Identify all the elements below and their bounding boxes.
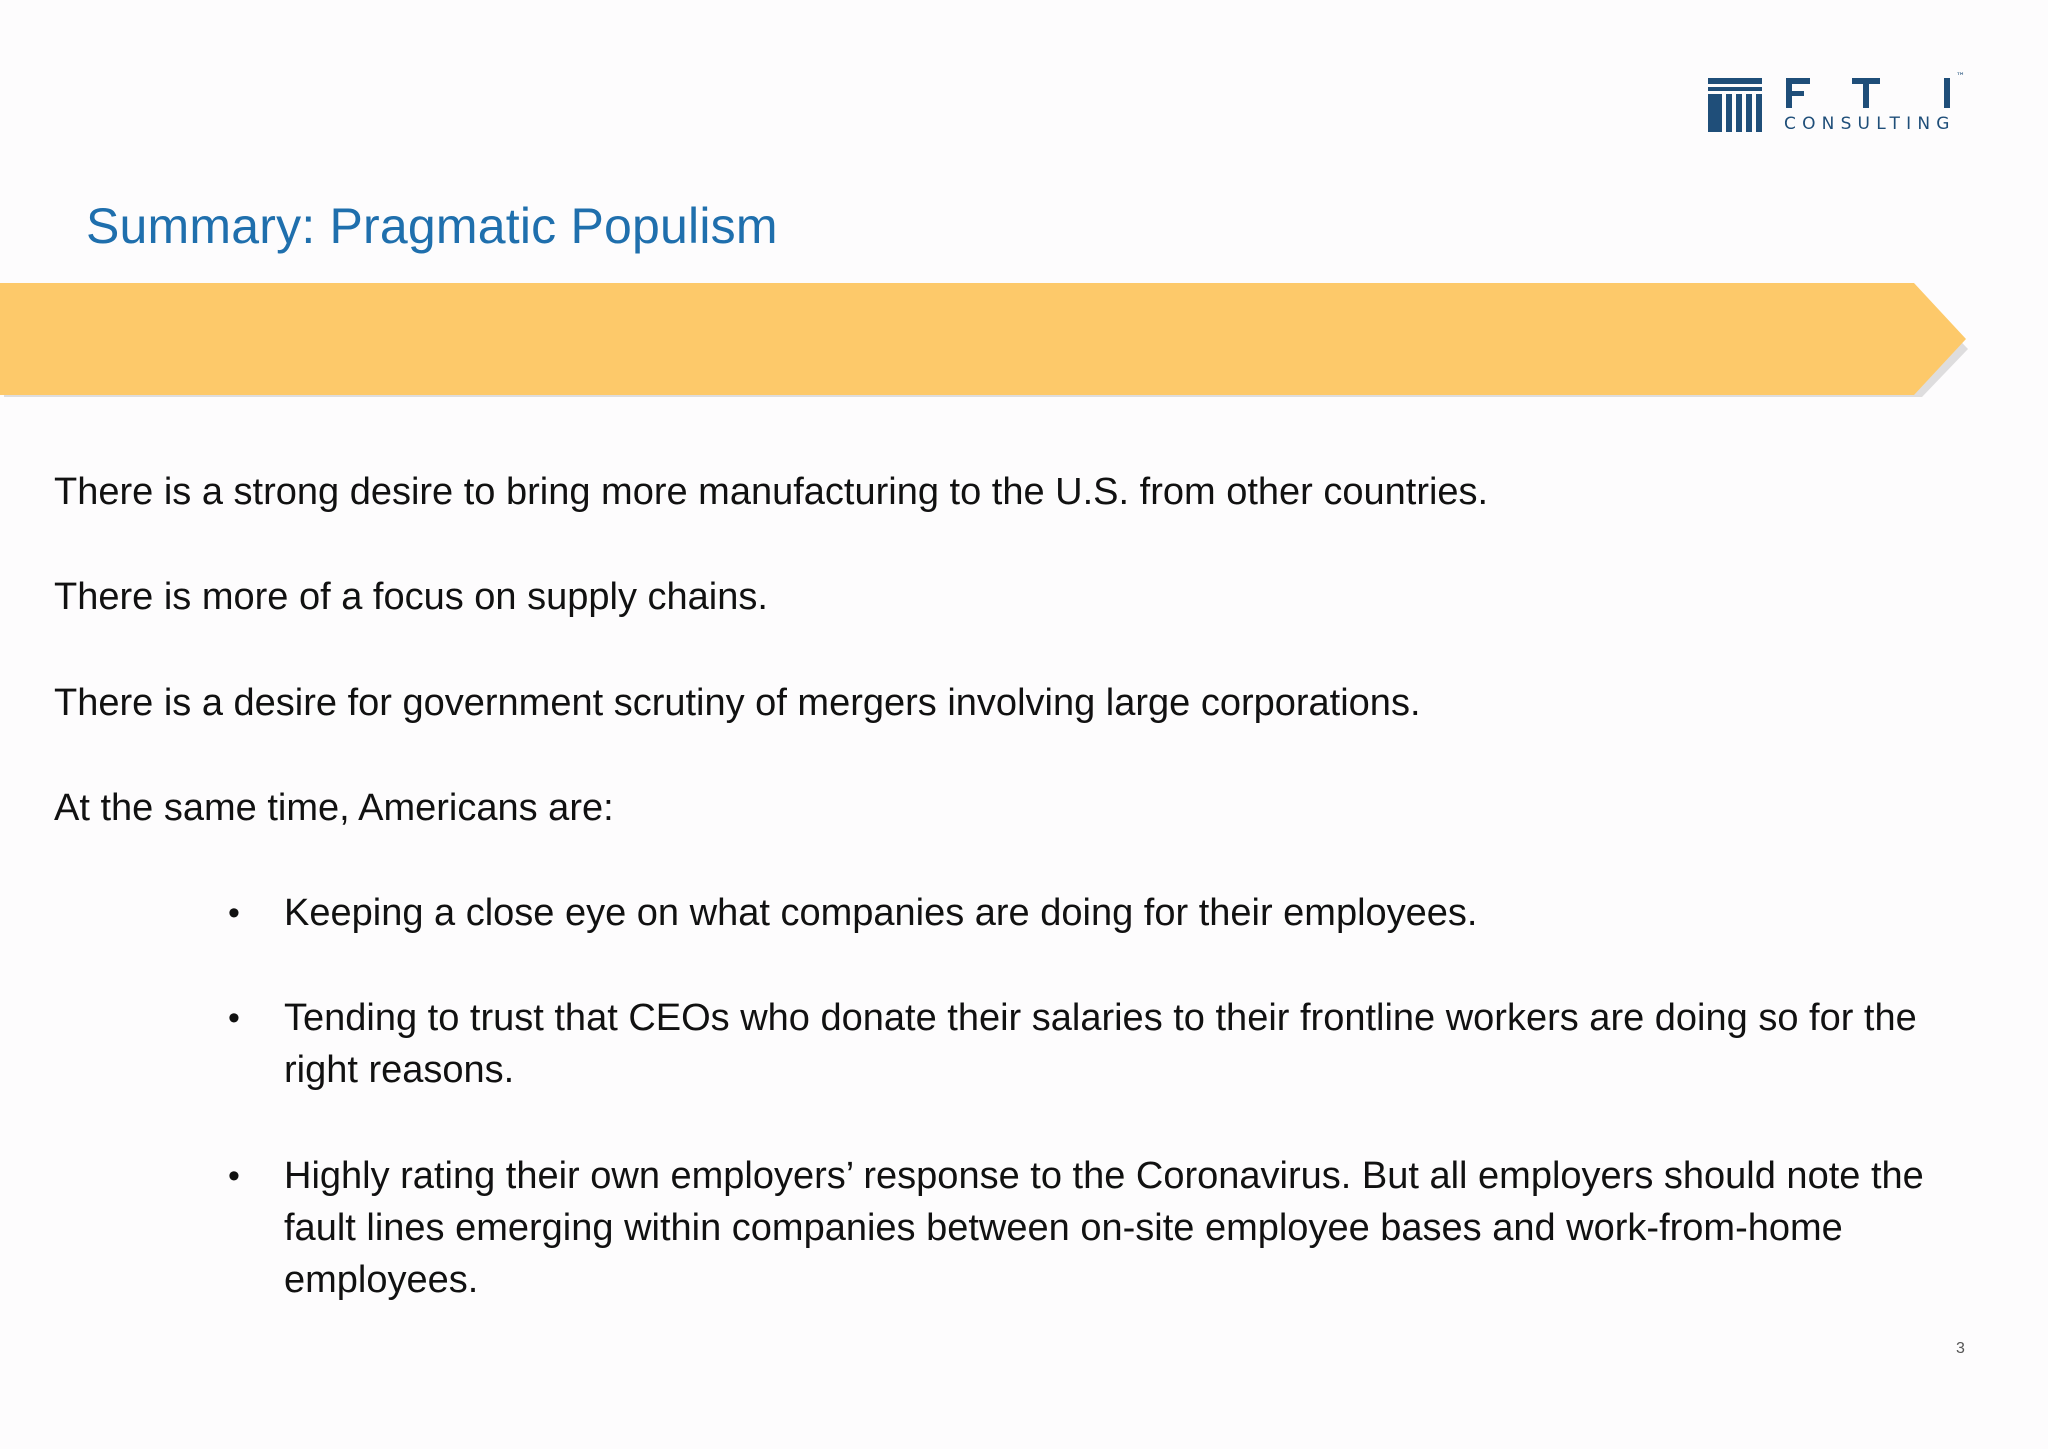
fti-letters (1784, 76, 1964, 110)
bullet-text: Highly rating their own employers’ response to the Coronavirus. But all employers should note the fault lines emerging within companies between on-site employee bases and work-from-home employees. (284, 1155, 1924, 1301)
fti-building-mark-icon (1708, 78, 1762, 132)
bullet-dot: • (228, 1157, 240, 1195)
page-number: 3 (1956, 1340, 1965, 1357)
banner-shape (0, 283, 1966, 395)
paragraph-supply-chains: There is more of a focus on supply chains. (54, 576, 768, 618)
banner-arrow (0, 283, 1972, 409)
paragraph-mergers: There is a desire for government scrutiny of mergers involving large corporations. (54, 682, 1421, 724)
paragraph-manufacturing: There is a strong desire to bring more manufacturing to the U.S. from other countries. (54, 471, 1489, 513)
paragraph-americans-intro: At the same time, Americans are: (54, 787, 614, 829)
bullet-dot: • (228, 999, 240, 1037)
bullet-text: Tending to trust that CEOs who donate their salaries to their frontline workers are doing so for the right reasons. (284, 997, 1917, 1091)
fti-consulting-logo (1708, 72, 1978, 138)
bullet-dot: • (228, 894, 240, 932)
slide-title: Summary: Pragmatic Populism (86, 198, 778, 254)
logo-subtitle: CONSULTING (1784, 114, 1956, 134)
bullet-text: Keeping a close eye on what companies are doing for their employees. (284, 892, 1478, 934)
trademark-symbol: ™ (1956, 72, 1965, 82)
